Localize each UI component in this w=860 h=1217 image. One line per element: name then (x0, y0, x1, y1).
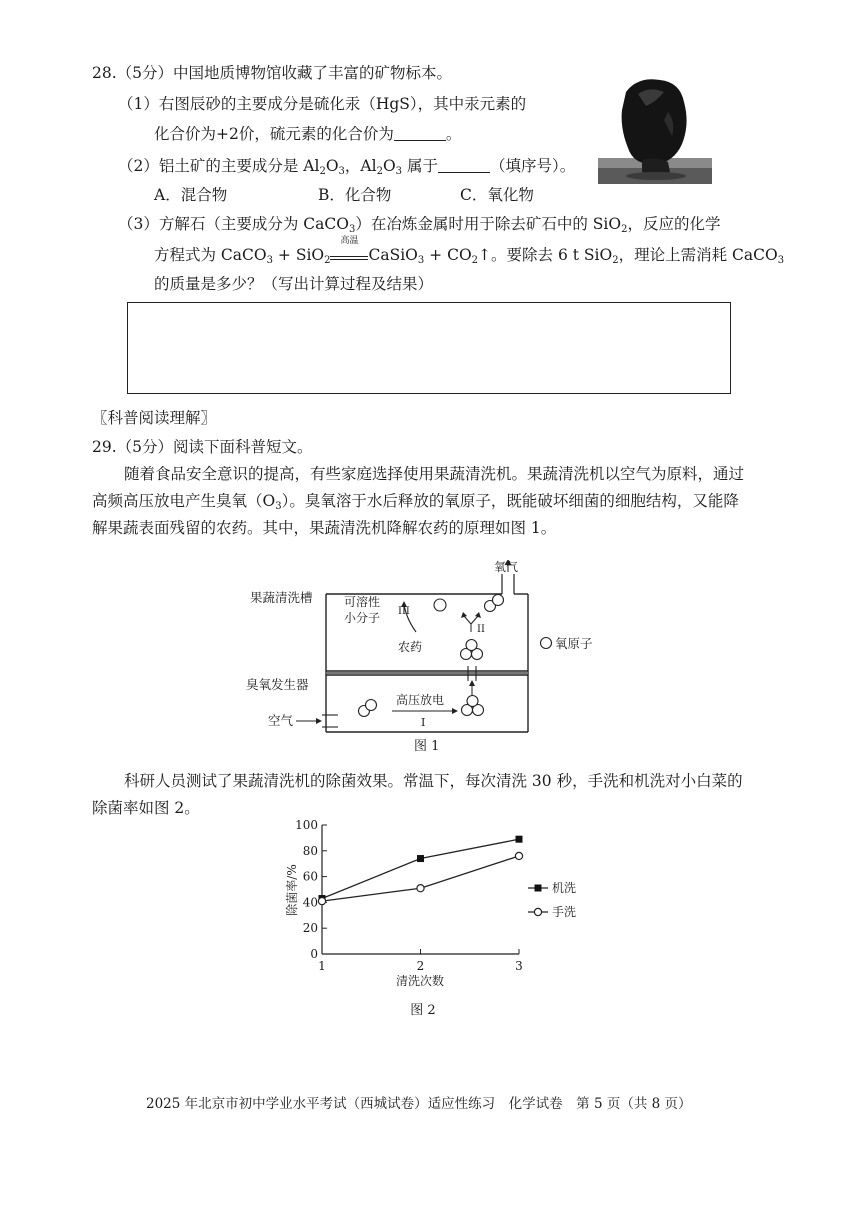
cinnabar-specimen-photo (598, 72, 712, 184)
answer-blank[interactable] (438, 156, 490, 173)
q29-paragraph-2: 科研人员测试了果蔬清洗机的除菌效果。常温下，每次清洗 30 秒，手洗和机洗对小白菜的除菌率如图 2。 (92, 772, 743, 817)
legend-label: 机洗 (552, 881, 577, 895)
y-tick-label: 0 (310, 947, 318, 961)
legend-oxygen-atom: 氧原子 (555, 636, 593, 651)
y-tick-label: 60 (302, 869, 318, 884)
figure-1-caption: 图 1 (414, 739, 440, 754)
data-point (516, 836, 523, 843)
figure-2-caption: 图 2 (410, 1003, 436, 1018)
data-point (417, 885, 424, 892)
q28-part3-line3: 的质量是多少？（写出计算过程及结果） (154, 275, 434, 293)
option-b: B．化合物 (318, 186, 392, 204)
y-tick-label: 20 (302, 921, 318, 936)
data-point (515, 852, 522, 859)
q28-part2: （2）铝土矿的主要成分是 $Al_2O_3$，$Al_2O_3$ 属于 （填序号）。 (118, 157, 576, 177)
label-pesticide: 农药 (398, 640, 423, 654)
q28-stem: 28.（5分）中国地质博物馆收藏了丰富的矿物标本。 (92, 64, 453, 82)
label-step-1: I (421, 716, 426, 729)
figure-1-diagram (240, 560, 620, 760)
legend-marker (534, 908, 541, 915)
data-point (318, 898, 325, 905)
y-axis-label: 除菌率/% (285, 864, 299, 916)
series-line (322, 856, 519, 901)
label-small-molecule: 小分子 (344, 611, 381, 625)
q28-part3-line2: 方程式为 CaCO$_3$ + SiO$_2$ 高温 CaSiO$_3$ + $CO_2↑$。要除去 6 t SiO$_2$，理论上需消耗 CaCO$_3$ (154, 236, 785, 266)
page-footer: 2025 年北京市初中学业水平考试（西城试卷）适应性练习 化学试卷 第 5 页（共 8 页） (146, 1096, 692, 1112)
legend-marker (535, 885, 542, 892)
q29-stem: 29.（5分）阅读下面科普短文。 (92, 438, 313, 456)
y-tick-label: 40 (302, 895, 318, 910)
x-tick-label: 1 (318, 959, 326, 973)
label-cleaning-tank: 果蔬清洗槽 (250, 590, 313, 605)
legend-label: 手洗 (552, 905, 577, 919)
y-tick-label: 100 (295, 818, 318, 832)
reaction-condition: 高温 (330, 245, 368, 260)
q28-part1-line2: 化合价为+2价，硫元素的化合价为 。 (154, 125, 462, 143)
option-a: A．混合物 (154, 186, 228, 204)
q29-paragraph-1: 随着食品安全意识的提高，有些家庭选择使用果蔬清洗机。果蔬清洗机以空气为原料，通过高频高压放电产生臭氧$(O_3)$。臭氧溶于水后释放的氧原子，既能破坏细菌的细胞结构，又能降解果蔬表面残留的农药。其中，果蔬清洗机降解农药的原理如图 1。 (92, 465, 745, 537)
x-axis-label: 清洗次数 (395, 974, 445, 988)
label-high-voltage-discharge: 高压放电 (396, 693, 445, 707)
answer-blank[interactable] (394, 124, 446, 141)
label-ozone-generator: 臭氧发生器 (246, 677, 309, 692)
figure-2-chart (280, 812, 620, 1024)
label-soluble: 可溶性 (344, 595, 381, 609)
x-tick-label: 3 (515, 959, 523, 973)
label-step-2: II (477, 624, 485, 635)
y-tick-label: 80 (302, 843, 318, 858)
answer-box[interactable] (127, 302, 731, 394)
data-point (417, 855, 424, 862)
label-step-3: III (398, 606, 410, 617)
q28-part3-line1: （3）方解石（主要成分为 CaCO$_3$）在冶炼金属时用于除去矿石中的 SiO$_2$，反应的化学 (118, 215, 721, 235)
section-title: 〖科普阅读理解〗 (92, 409, 217, 427)
label-air: 空气 (268, 713, 294, 728)
label-oxygen: 氧气 (494, 560, 519, 574)
q28-part1-line1: （1）右图辰砂的主要成分是硫化汞（HgS），其中汞元素的 (118, 95, 527, 113)
option-c: C．氧化物 (460, 186, 534, 204)
x-tick-label: 2 (416, 959, 425, 973)
